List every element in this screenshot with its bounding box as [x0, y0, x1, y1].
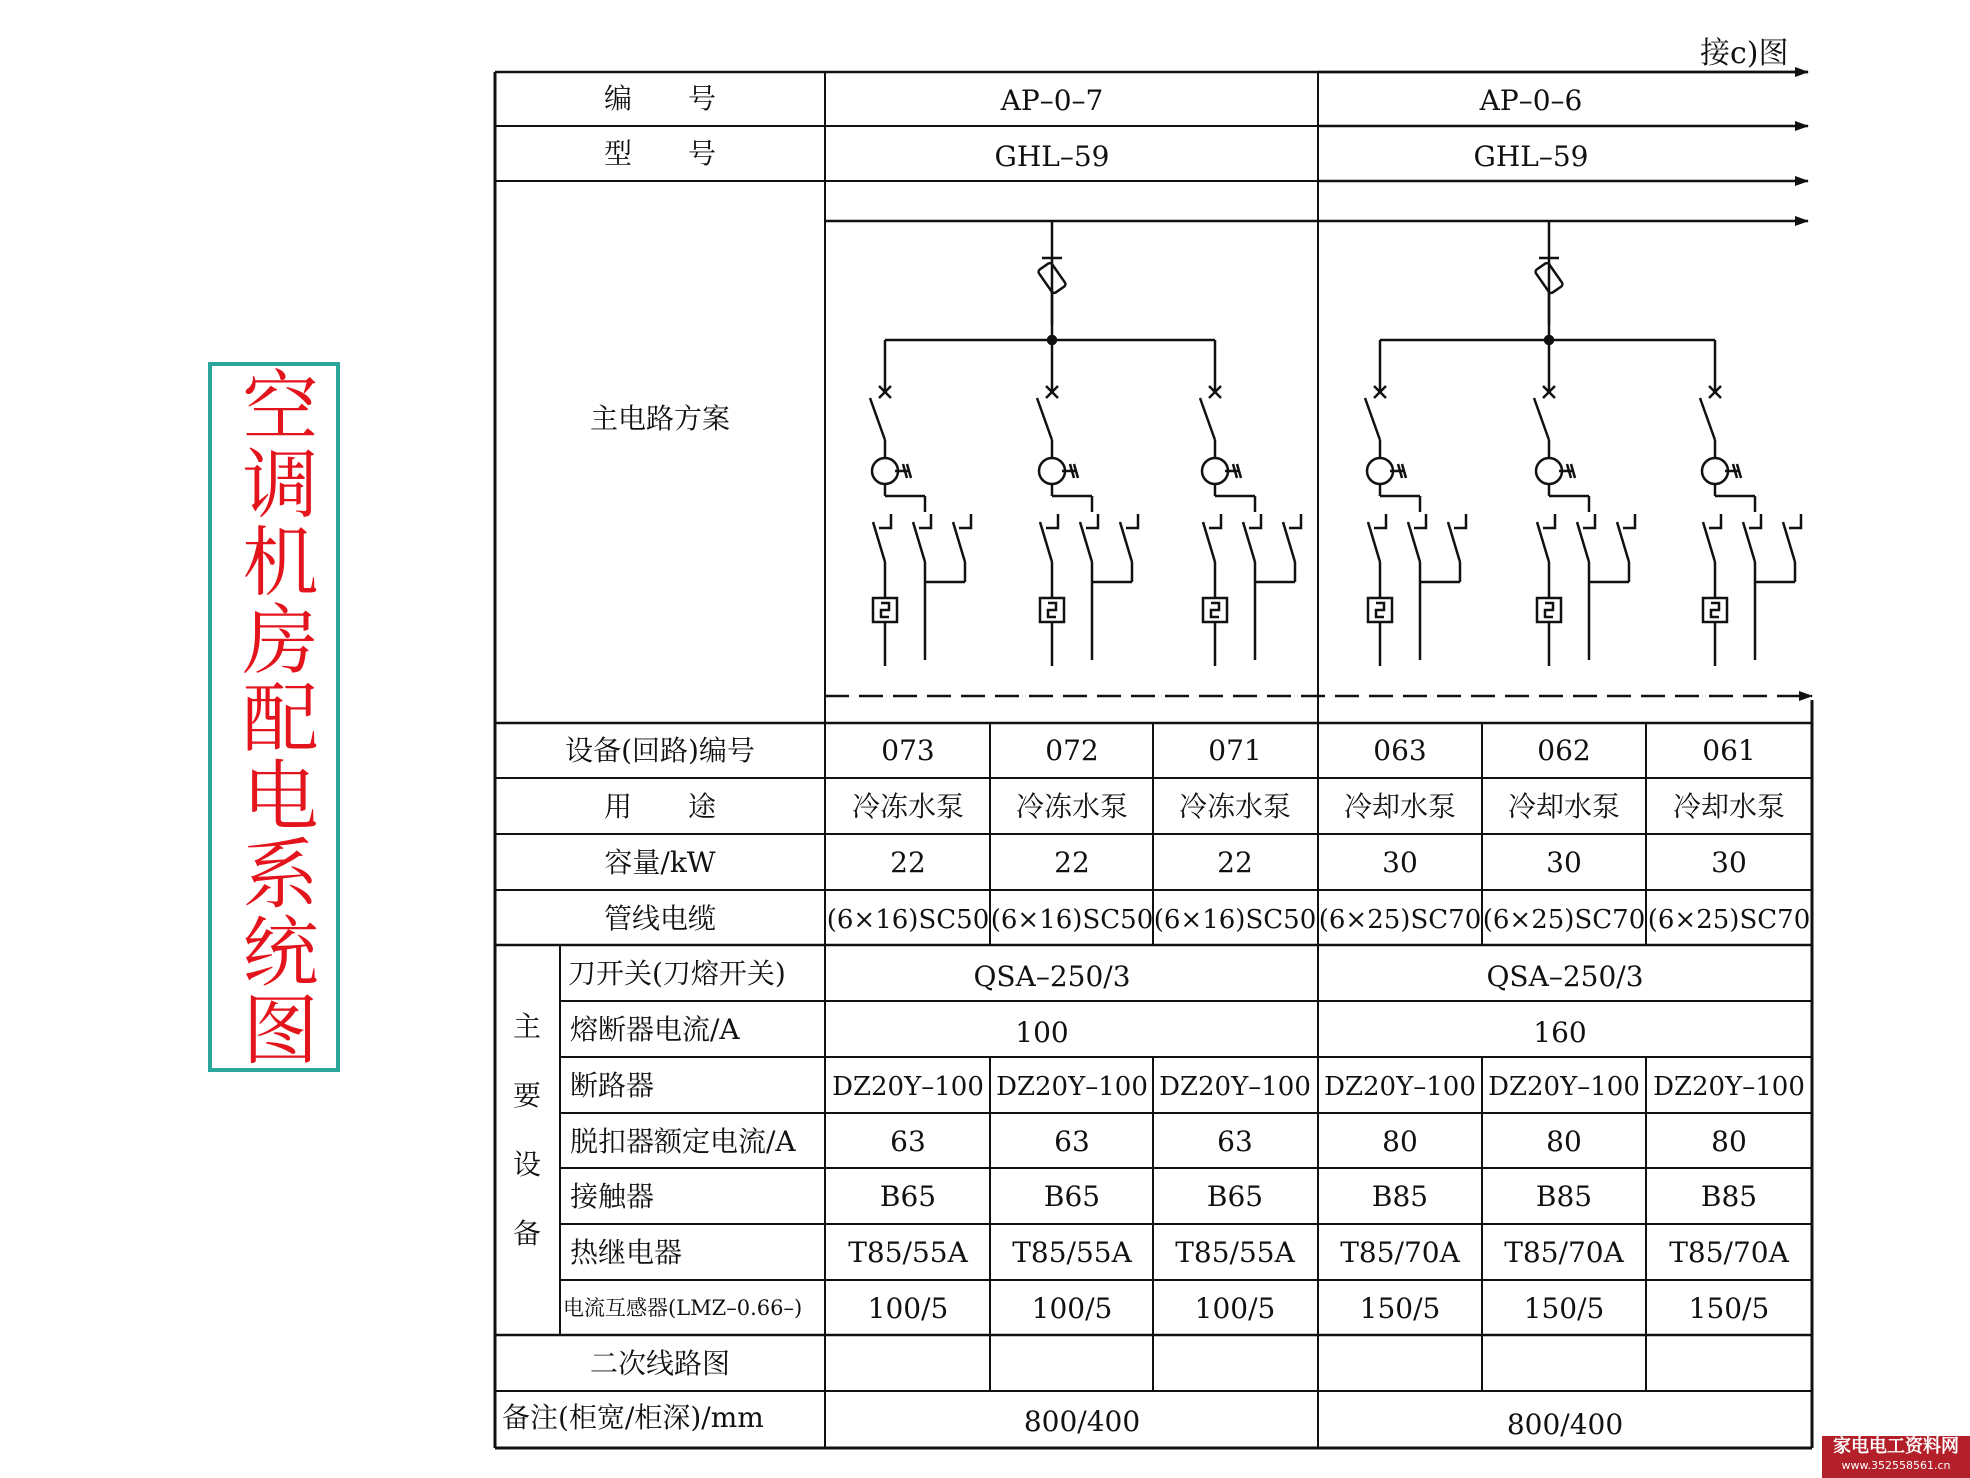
- circuit-no-1: 073: [881, 734, 935, 767]
- group-fuse-2: 160: [1533, 1016, 1587, 1049]
- cabinet-number-1: AP–0–7: [1000, 84, 1104, 117]
- circuit-cable-5: (6×25)SC70: [1482, 905, 1646, 935]
- main-equipment-label: [513, 1010, 541, 1250]
- contact-hook: [1414, 514, 1426, 528]
- group-fuse-1: 100: [1015, 1016, 1069, 1049]
- current-transformer: [872, 458, 898, 484]
- group-remark-1: 800/400: [1023, 1405, 1141, 1438]
- thermal-relay-mark: [1711, 603, 1719, 617]
- corner-note: 接c)图: [1700, 36, 1789, 71]
- circuit-kw-2: 22: [1054, 846, 1090, 879]
- circuit-kw-4: 30: [1382, 846, 1418, 879]
- thermal-relay-mark: [1048, 603, 1056, 617]
- thermal-relay-mark: [881, 603, 889, 617]
- circuit-kw-3: 22: [1217, 846, 1253, 879]
- circuit-contactor-2: B65: [1043, 1180, 1101, 1213]
- breaker-blade: [870, 398, 885, 440]
- circuit-relay-3: T85/55A: [1175, 1236, 1295, 1269]
- number-label: 编 号: [603, 82, 717, 115]
- group-knife-switch-1: QSA–250/3: [973, 960, 1131, 993]
- circuit-usage-4: 冷却水泵: [1343, 790, 1457, 823]
- breaker-blade: [1700, 398, 1715, 440]
- current-transformer: [1202, 458, 1228, 484]
- contact-hook: [879, 514, 891, 528]
- circuit-trip-4: 80: [1382, 1125, 1418, 1158]
- main-circuit-label: 主电路方案: [589, 402, 731, 435]
- circuit-ct-5: 150/5: [1523, 1292, 1605, 1325]
- circuit-ct-6: 150/5: [1688, 1292, 1770, 1325]
- contact-hook: [1709, 514, 1721, 528]
- remark-label: 备注(柜宽/柜深)/mm: [502, 1401, 764, 1434]
- capacity-label: 容量/kW: [604, 846, 716, 879]
- circuit-trip-1: 63: [890, 1125, 926, 1158]
- usage-label: 用 途: [603, 790, 717, 823]
- model-label: 型 号: [603, 137, 717, 170]
- circuit-contactor-6: B85: [1700, 1180, 1758, 1213]
- contact-hook: [1749, 514, 1761, 528]
- circuit-relay-6: T85/70A: [1669, 1236, 1789, 1269]
- secondary-label: 二次线路图: [589, 1347, 731, 1380]
- circuit-relay-5: T85/70A: [1504, 1236, 1624, 1269]
- circuit-relay-4: T85/70A: [1340, 1236, 1460, 1269]
- circuit-cable-4: (6×25)SC70: [1318, 905, 1482, 935]
- watermark-line1: 家电电工资料网: [1833, 1436, 1959, 1457]
- group-remark-2: 800/400: [1506, 1408, 1624, 1441]
- contact-hook: [1046, 514, 1058, 528]
- circuit-usage-1: 冷冻水泵: [851, 790, 965, 823]
- circuit-no-3: 071: [1208, 734, 1262, 767]
- ct-label: 电流互感器(LMZ–0.66–): [563, 1296, 803, 1320]
- main-equipment-char: 设: [512, 1148, 542, 1181]
- contact-hook: [1583, 514, 1595, 528]
- circuit-contactor-4: B85: [1371, 1180, 1429, 1213]
- circuit-ct-2: 100/5: [1031, 1292, 1113, 1325]
- circuit-cable-6: (6×25)SC70: [1647, 905, 1811, 935]
- contact-hook: [1543, 514, 1555, 528]
- circuit-breaker-2: DZ20Y–100: [996, 1072, 1148, 1102]
- watermark: [1822, 1436, 1970, 1478]
- watermark-line2: www.352558561.cn: [1841, 1459, 1951, 1472]
- circuit-no-2: 072: [1045, 734, 1099, 767]
- circuit-usage-6: 冷却水泵: [1672, 790, 1786, 823]
- contact-hook: [1454, 514, 1466, 528]
- breaker-blade: [1365, 398, 1380, 440]
- contact-hook: [959, 514, 971, 528]
- circuit-usage-3: 冷冻水泵: [1178, 790, 1292, 823]
- cabinet-number-2: AP–0–6: [1479, 84, 1583, 117]
- circuit-kw-6: 30: [1711, 846, 1747, 879]
- circuit-cable-3: (6×16)SC50: [1153, 905, 1317, 935]
- group-knife-switch-2: QSA–250/3: [1486, 960, 1644, 993]
- circuit-kw-1: 22: [890, 846, 926, 879]
- circuit-cable-2: (6×16)SC50: [990, 905, 1154, 935]
- circuit-breaker-1: DZ20Y–100: [832, 1072, 984, 1102]
- circuit-no-6: 061: [1702, 734, 1756, 767]
- main-equipment-char: 备: [512, 1217, 542, 1250]
- circuit-trip-6: 80: [1711, 1125, 1747, 1158]
- contact-hook: [1623, 514, 1635, 528]
- circuit-relay-2: T85/55A: [1012, 1236, 1132, 1269]
- circuit-breaker-5: DZ20Y–100: [1488, 1072, 1640, 1102]
- contact-hook: [1249, 514, 1261, 528]
- circuit-no-5: 062: [1537, 734, 1591, 767]
- circuit-trip-5: 80: [1546, 1125, 1582, 1158]
- current-transformer: [1039, 458, 1065, 484]
- contact-hook: [1789, 514, 1801, 528]
- cabinet-model-2: GHL–59: [1473, 140, 1589, 173]
- main-equipment-char: 主: [512, 1010, 542, 1043]
- breaker-blade: [1037, 398, 1052, 440]
- main-equipment-char: 要: [512, 1079, 542, 1112]
- current-transformer: [1536, 458, 1562, 484]
- circuit-ct-1: 100/5: [867, 1292, 949, 1325]
- relay-label: 热继电器: [570, 1236, 683, 1269]
- cabinet-model-1: GHL–59: [994, 140, 1110, 173]
- circuit-breaker-6: DZ20Y–100: [1653, 1072, 1805, 1102]
- contact-hook: [1289, 514, 1301, 528]
- circuit-usage-2: 冷冻水泵: [1015, 790, 1129, 823]
- contact-hook: [1209, 514, 1221, 528]
- circuit-breaker-3: DZ20Y–100: [1159, 1072, 1311, 1102]
- circuit-breaker-4: DZ20Y–100: [1324, 1072, 1476, 1102]
- circuit-no-4: 063: [1373, 734, 1427, 767]
- breaker-blade: [1534, 398, 1549, 440]
- circuit-usage-5: 冷却水泵: [1507, 790, 1621, 823]
- circuit-trip-2: 63: [1054, 1125, 1090, 1158]
- thermal-relay-mark: [1376, 603, 1384, 617]
- circuit-kw-5: 30: [1546, 846, 1582, 879]
- contact-hook: [919, 514, 931, 528]
- cable-label: 管线电缆: [603, 902, 717, 935]
- side-title: 空调机房配电系统图: [230, 366, 319, 1068]
- circuit-contactor-1: B65: [879, 1180, 937, 1213]
- circuit-trip-3: 63: [1217, 1125, 1253, 1158]
- circuit-contactor-3: B65: [1206, 1180, 1264, 1213]
- current-transformer: [1702, 458, 1728, 484]
- breaker-label: 断路器: [570, 1069, 655, 1102]
- main-circuit-schematic: [870, 221, 1801, 666]
- circuit-relay-1: T85/55A: [848, 1236, 968, 1269]
- thermal-relay-mark: [1545, 603, 1553, 617]
- contact-hook: [1374, 514, 1386, 528]
- thermal-relay-mark: [1211, 603, 1219, 617]
- contactor-label: 接触器: [570, 1180, 655, 1213]
- current-transformer: [1367, 458, 1393, 484]
- circuit-ct-3: 100/5: [1194, 1292, 1276, 1325]
- circuit-cable-1: (6×16)SC50: [826, 905, 990, 935]
- knife-switch-label: 刀开关(刀熔开关): [568, 957, 786, 990]
- fuse-label: 熔断器电流/A: [570, 1013, 740, 1046]
- contact-hook: [1126, 514, 1138, 528]
- circuit-contactor-5: B85: [1535, 1180, 1593, 1213]
- contact-hook: [1086, 514, 1098, 528]
- trip-label: 脱扣器额定电流/A: [570, 1125, 796, 1158]
- circuit-ct-4: 150/5: [1359, 1292, 1441, 1325]
- breaker-blade: [1200, 398, 1215, 440]
- circuit-no-label: 设备(回路)编号: [565, 734, 755, 767]
